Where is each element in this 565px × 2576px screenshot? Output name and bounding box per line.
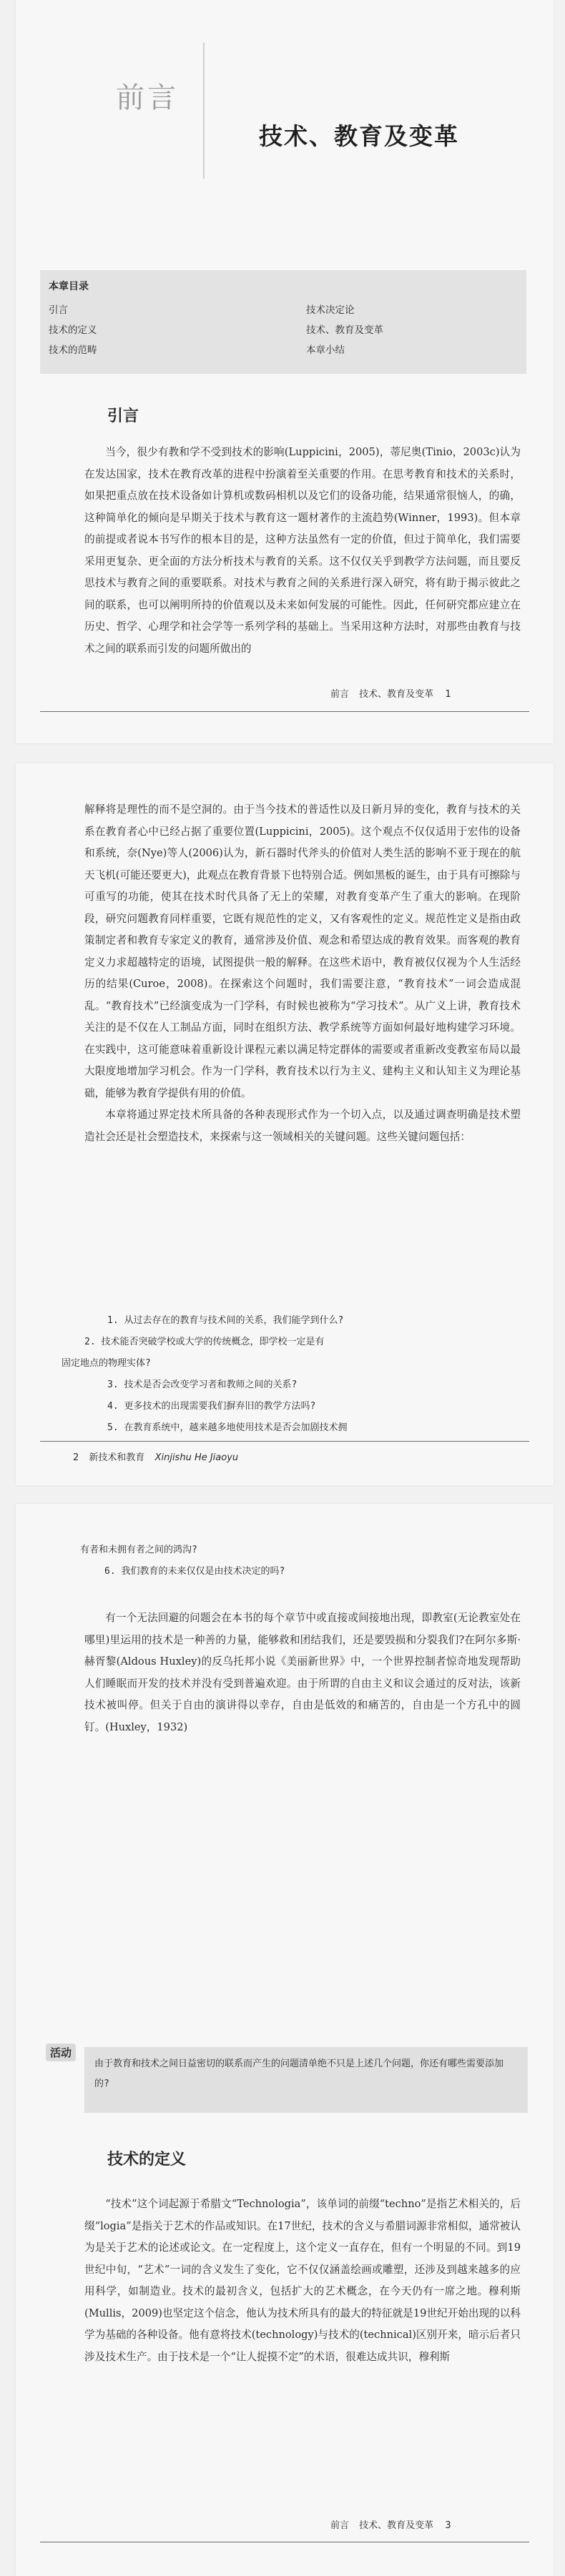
footer-title: 技术、教育及变革 [359,2520,434,2531]
key-questions-list [62,1310,536,1439]
activity-label: 活动 [46,2044,76,2061]
body-text [84,442,521,660]
contents-item: 技术的定义 [49,325,97,336]
question-item: 2. 技术能否突破学校或大学的传统概念，即学校一定是有 [84,1337,325,1347]
chapter-contents-box [40,270,526,374]
body-text [84,799,521,1148]
activity-box [84,2047,528,2113]
question-item: 有者和未拥有者之间的鸿沟? [80,1545,197,1555]
question-item: 3. 技术是否会改变学习者和教师之间的关系? [107,1379,298,1390]
footer-chapter: 前言 [330,2520,350,2531]
paragraph: 本章将通过界定技术所具备的各种表现形式作为一个切入点，以及通过调查明确是技术塑造社会还是社会塑造技术，来探索与这一领域相关的关键问题。这些关键问题包括： [84,1109,521,1143]
body-text [84,2194,521,2368]
question-item: 5. 在教育系统中，越来越多地使用技术是否会加剧技术拥 [107,1422,348,1433]
chapter-divider [203,43,205,179]
paragraph: 有一个无法回避的问题会在本书的每个章节中或直接或间接地出现，即教室(无论教室处在哪里)里运用的技术是一种善的力量，能够救和团结我们，还是要毁损和分裂我们?在阿尔多斯·赫胥黎(Aldous Huxley)的反乌托邦小说《美丽新世界》中，一个世界控制者惊奇地发现帮助人们睡眠而开发的技术并没有受到普遍欢迎。由于所谓的自由主义和议会通过的反对法，该新技术被叫停。但关于自由的演讲得以幸存，自由是低效的和痛苦的，自由是一个方孔中的圆钉。(Huxley，1932) [84,1612,521,1733]
chapter-label: 前言 [116,81,179,114]
page-number: 1 [445,689,451,700]
footer-running-head [73,1450,238,1463]
key-questions-list-cont [80,1540,509,1582]
footer-running-head [330,686,451,700]
contents-item: 本章小结 [306,345,345,356]
question-item: 1. 从过去存在的教育与技术间的关系，我们能学到什么? [107,1315,344,1326]
paragraph: “技术”这个词起源于希腊文“Technologia”，该单词的前缀“techno”是指艺术相关的，后缀“logia”是指关于艺术的作品或知识。在17世纪，技术的含义与希腊词源非常相似，通常被认为是关于艺术的论述或论文。在一定程度上，这个定义一直存在，但有一个明显的不同。到19世纪中旬，“艺术”一词的含义发生了变化，它不仅仅涵盖绘画或雕塑，还涉及到越来越多的应用科学，如制造业。技术的最初含义，包括扩大的艺术概念，在今天仍有一席之地。穆利斯(Mullis，2009)也坚定这个信念，他认为技术所具有的最大的特征就是19世纪开始出现的以科学为基础的各种设备。他有意将技术(technology)与技术的(technical)区别开来，暗示后者只涉及技术生产。由于技术是一个“让人捉摸不定”的术语，很难达成共识，穆利斯 [84,2198,521,2363]
contents-item: 引言 [49,304,68,316]
contents-item: 技术、教育及变革 [306,325,383,336]
body-text [84,1607,521,1738]
book-page-3 [16,1504,554,2576]
question-item: 固定地点的物理实体? [62,1358,151,1369]
chapter-title: 技术、教育及变革 [259,122,459,150]
question-item: 4. 更多技术的出现需要我们摒弃旧的教学方法吗? [107,1401,316,1412]
contents-heading: 本章目录 [49,281,89,292]
page-number: 2 [73,1452,79,1463]
paragraph: 当今，很少有教和学不受到技术的影响(Luppicini，2005)，蒂尼奥(Tinio，2003c)认为在发达国家，技术在教育改革的进程中扮演着至关重要的作用。在思考教育和技术的关系时，如果把重点放在技术设备如计算机或数码相机以及它们的设备功能，结果通常很恼人，的确，这种简单化的倾向是早期关于技术与教育这一题材著作的主流趋势(Winner，1993)。但本章的前提或者说本书写作的根本目的是，这种方法虽然有一定的价值，但过于简单化，我们需要采用更复杂、更全面的方法分析技术与教育的关系。这不仅仅关乎到教学方法问题，而且要反思技术与教育之间的重要联系。对技术与教育之间的关系进行深入研究，将有助于揭示彼此之间的联系，也可以阐明所持的价值观以及未来如何发展的可能性。因此，任何研究都应建立在历史、哲学、心理学和社会学等一系列学科的基础上。当采用这种方法时，对那些由教育与技术之间的联系而引发的问题所做出的 [84,446,521,655]
contents-item: 技术决定论 [306,304,355,316]
paragraph: 解释将是理性的而不是空洞的。由于当今技术的普适性以及日新月异的变化，教育与技术的关系在教育者心中已经占据了重要位置(Luppicini，2005)。这个观点不仅仅适用于宏伟的设备和系统，奈(Nye)等人(2006)认为，新石器时代斧头的价值对人类生活的影响不亚于现在的航天飞机(可能还要更大)，此观点在教育背景下也特别合适。例如黑板的诞生，由于具有可擦除与可重写的功能，使其在技术时代具备了无上的荣耀，对教育变革产生了重大的影响。在现阶段，研究问题教育同样重要，它既有规范性的定义，又有客观性的定义。规范性定义是指由政策制定者和教育专家定义的教育，通常涉及价值、观念和希望达成的教育效果。而客观的教育定义力求超越特定的语境，试图提供一般的解释。在这些术语中，教育被仅仅视为个人生活经历的结果(Curoe，2008)。在探索这个问题时，我们需要注意，“教育技术”一词会造成混乱。“教育技术”已经演变成为一门学科，有时候也被称为“学习技术”。从广义上讲，教育技术关注的是不仅在人工制品方面，同时在组织方法、教学系统等方面如何最好地构建学习环境。在实践中，这可能意味着重新设计课程元素以满足特定群体的需要或者重新改变教室布局以最大限度地增加学习机会。作为一门学科，教育技术以行为主义、建构主义和认知主义为理论基础，能够为教育学提供有用的价值。 [84,803,521,1099]
footer-title: 新技术和教育 [89,1452,145,1463]
book-page-1 [16,0,554,743]
section-heading-definition: 技术的定义 [107,2151,187,2169]
question-item: 6. 我们教育的未来仅仅是由技术决定的吗? [104,1566,285,1577]
activity-text: 由于教育和技术之间日益密切的联系而产生的问题清单绝不只是上述几个问题，你还有哪些需要添加的? [94,2059,504,2089]
chapter-header-band [16,43,554,179]
footer-rule [40,1441,529,1442]
section-heading-introduction: 引言 [107,407,139,425]
page-number: 3 [445,2520,451,2531]
footer-title: 技术、教育及变革 [359,689,434,700]
footer-running-head [330,2517,451,2531]
contents-item: 技术的范畴 [49,345,97,356]
footer-pinyin: Xinjishu He Jiaoyu [154,1452,239,1463]
book-page-2 [16,763,554,1485]
footer-rule [40,711,529,712]
footer-chapter: 前言 [330,689,350,700]
